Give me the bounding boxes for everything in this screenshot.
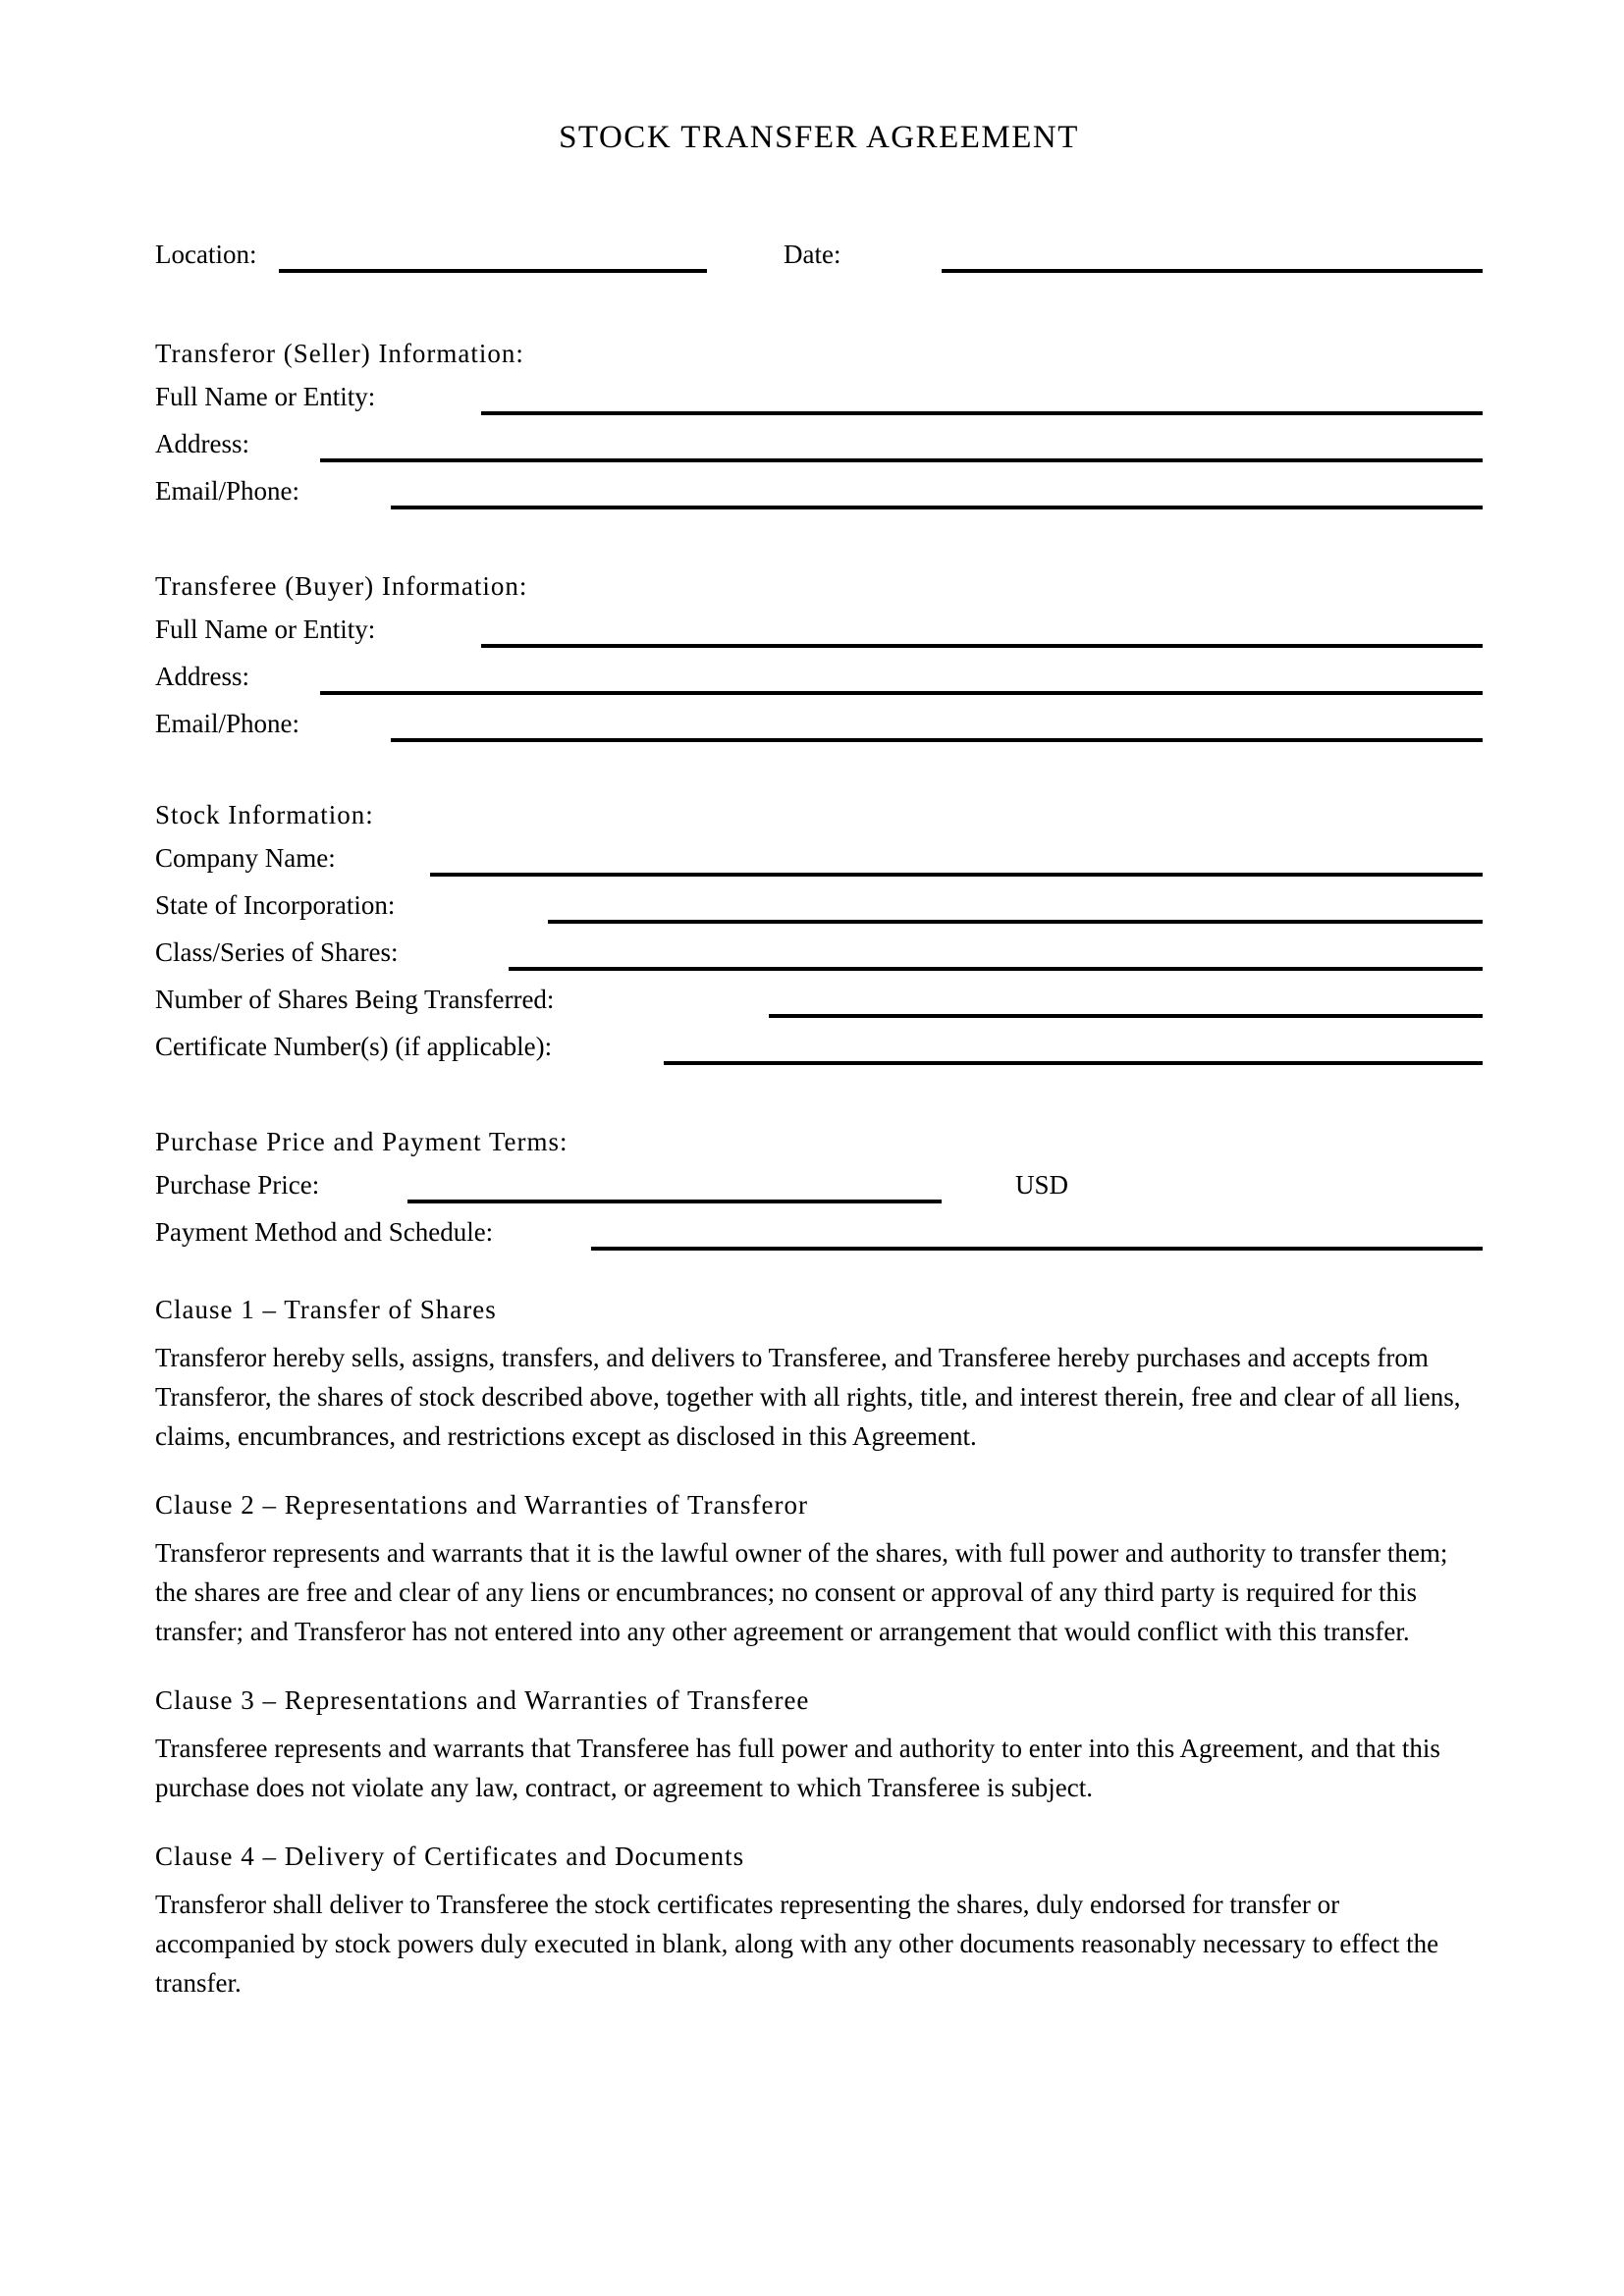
transferor-section-heading: Transferor (Seller) Information: bbox=[155, 339, 524, 368]
date-label: Date: bbox=[784, 240, 841, 269]
transferee-address-row bbox=[155, 658, 1483, 705]
certificate-numbers-row bbox=[155, 1028, 1483, 1075]
payment-method-input-line[interactable] bbox=[591, 1247, 1483, 1251]
clause-1-body: Transferor hereby sells, assigns, transfers, and delivers to Transferee, and Transferee hereby purchases and accepts from Transferor, the shares of stock described above, together with all rights, title, and interest therein, free and clear of all liens, claims, encumbrances, and restrictions except as disclosed in this Agreement. bbox=[155, 1343, 1461, 1451]
transferor-full-name-input-line[interactable] bbox=[481, 411, 1483, 415]
transferee-section bbox=[155, 570, 1483, 752]
clause-2-body: Transferor represents and warrants that it is the lawful owner of the shares, with full power and authority to transfer them; the shares are free and clear of any liens or encumbrances; no consent or approval of any third party is required for this transfer; and Transferor has not entered into any other agreement or arrangement that would conflict with this transfer. bbox=[155, 1538, 1448, 1646]
transferee-address-label: Address: bbox=[155, 662, 249, 691]
number-of-shares-row bbox=[155, 981, 1483, 1028]
company-name-input-line[interactable] bbox=[430, 873, 1483, 877]
company-name-row bbox=[155, 839, 1483, 886]
transferee-full-name-row bbox=[155, 611, 1483, 658]
payment-section bbox=[155, 1126, 1483, 1260]
transferee-address-input-line[interactable] bbox=[320, 691, 1483, 695]
page-title: STOCK TRANSFER AGREEMENT bbox=[559, 120, 1079, 155]
transferor-email-phone-row bbox=[155, 472, 1483, 519]
transferee-full-name-input-line[interactable] bbox=[481, 644, 1483, 648]
clause-4-heading: Clause 4 – Delivery of Certificates and Documents bbox=[155, 1842, 745, 1871]
transferee-email-phone-label: Email/Phone: bbox=[155, 709, 299, 738]
state-of-incorporation-row bbox=[155, 886, 1483, 934]
clause-3 bbox=[155, 1684, 1483, 1807]
stock-section bbox=[155, 799, 1483, 1075]
state-of-incorporation-label: State of Incorporation: bbox=[155, 890, 396, 920]
clause-3-body: Transferee represents and warrants that Transferee has full power and authority to enter into this Agreement, and that this purchase does not violate any law, contract, or agreement to which Transferee is subject. bbox=[155, 1734, 1440, 1802]
currency-label: USD bbox=[1015, 1170, 1069, 1200]
number-of-shares-label: Number of Shares Being Transferred: bbox=[155, 985, 555, 1014]
company-name-label: Company Name: bbox=[155, 843, 336, 873]
purchase-price-input-line[interactable] bbox=[407, 1200, 942, 1203]
transferor-email-phone-label: Email/Phone: bbox=[155, 476, 299, 506]
stock-section-heading: Stock Information: bbox=[155, 800, 374, 829]
clause-1 bbox=[155, 1294, 1483, 1456]
transferor-address-row bbox=[155, 425, 1483, 472]
location-date-row bbox=[155, 236, 1483, 283]
transferee-full-name-label: Full Name or Entity: bbox=[155, 614, 376, 644]
payment-method-label: Payment Method and Schedule: bbox=[155, 1217, 494, 1247]
transferor-address-input-line[interactable] bbox=[320, 458, 1483, 462]
clause-2-heading: Clause 2 – Representations and Warranties of Transferor bbox=[155, 1490, 808, 1520]
certificate-numbers-label: Certificate Number(s) (if applicable): bbox=[155, 1032, 553, 1061]
clause-1-heading: Clause 1 – Transfer of Shares bbox=[155, 1295, 497, 1324]
class-series-label: Class/Series of Shares: bbox=[155, 937, 399, 967]
location-input-line[interactable] bbox=[279, 269, 707, 273]
payment-method-row bbox=[155, 1213, 1483, 1260]
class-series-row bbox=[155, 934, 1483, 981]
class-series-input-line[interactable] bbox=[509, 967, 1483, 971]
transferee-email-phone-row bbox=[155, 705, 1483, 752]
clause-4 bbox=[155, 1841, 1483, 2002]
clause-3-heading: Clause 3 – Representations and Warranties of Transferee bbox=[155, 1685, 810, 1715]
purchase-price-label: Purchase Price: bbox=[155, 1170, 320, 1200]
location-label: Location: bbox=[155, 240, 257, 269]
transferee-section-heading: Transferee (Buyer) Information: bbox=[155, 571, 528, 601]
state-of-incorporation-input-line[interactable] bbox=[548, 920, 1483, 924]
certificate-numbers-input-line[interactable] bbox=[664, 1061, 1483, 1065]
transferor-full-name-label: Full Name or Entity: bbox=[155, 382, 376, 411]
date-input-line[interactable] bbox=[942, 269, 1483, 273]
transferor-full-name-row bbox=[155, 378, 1483, 425]
transferor-email-phone-input-line[interactable] bbox=[391, 506, 1483, 509]
clause-2 bbox=[155, 1489, 1483, 1651]
transferor-address-label: Address: bbox=[155, 429, 249, 458]
purchase-price-row bbox=[155, 1166, 1483, 1213]
number-of-shares-input-line[interactable] bbox=[769, 1014, 1483, 1018]
clause-4-body: Transferor shall deliver to Transferee the stock certificates representing the shares, duly endorsed for transfer or accompanied by stock powers duly executed in blank, along with any other documents reasonably necessary to effect the transfer. bbox=[155, 1890, 1439, 1998]
transferor-section bbox=[155, 338, 1483, 519]
payment-section-heading: Purchase Price and Payment Terms: bbox=[155, 1127, 568, 1156]
transferee-email-phone-input-line[interactable] bbox=[391, 738, 1483, 742]
